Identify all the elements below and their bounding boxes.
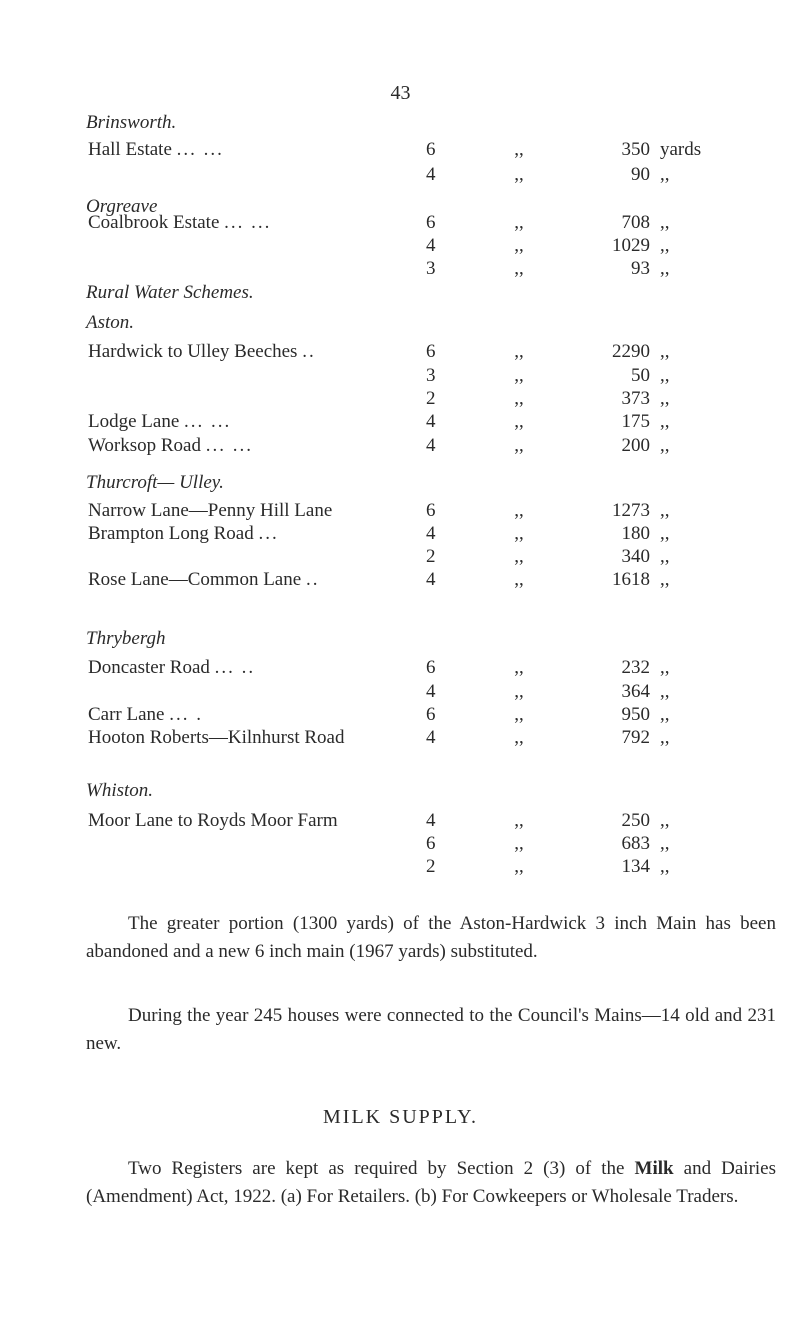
- length-value: 2290: [612, 341, 650, 362]
- table-row: [0, 657, 801, 681]
- table-row: [0, 546, 801, 570]
- length-value: 180: [621, 523, 650, 544]
- ditto-mark: ,,: [514, 569, 524, 590]
- length-value: 200: [621, 435, 650, 456]
- unit-label: ,,: [660, 258, 670, 279]
- unit-label: ,,: [660, 810, 670, 831]
- main-size: 6: [426, 500, 436, 521]
- main-size: 4: [426, 569, 436, 590]
- main-size: 2: [426, 388, 436, 409]
- ditto-mark: ,,: [514, 235, 524, 256]
- section-thurcroft-ulley: Thurcroft— Ulley.: [86, 472, 224, 493]
- table-row: [0, 235, 801, 259]
- unit-label: ,,: [660, 546, 670, 567]
- main-size: 4: [426, 523, 436, 544]
- ditto-mark: ,,: [514, 500, 524, 521]
- ditto-mark: ,,: [514, 164, 524, 185]
- unit-label: ,,: [660, 212, 670, 233]
- ditto-mark: ,,: [514, 258, 524, 279]
- table-row: [0, 500, 801, 524]
- table-row: [0, 523, 801, 547]
- table-row: [0, 212, 801, 236]
- table-row: [0, 341, 801, 365]
- unit-label: ,,: [660, 523, 670, 544]
- ditto-mark: ,,: [514, 411, 524, 432]
- unit-label: ,,: [660, 727, 670, 748]
- length-value: 364: [621, 681, 650, 702]
- page-number: 43: [390, 82, 411, 104]
- unit-label: yards: [660, 139, 702, 160]
- location-label: Coalbrook Estate ... ...: [88, 212, 272, 233]
- main-size: 4: [426, 727, 436, 748]
- ditto-mark: ,,: [514, 727, 524, 748]
- main-size: 6: [426, 212, 436, 233]
- table-row: [0, 435, 801, 459]
- length-value: 175: [621, 411, 650, 432]
- ditto-mark: ,,: [514, 388, 524, 409]
- table-row: [0, 681, 801, 705]
- table-row: [0, 833, 801, 857]
- main-size: 6: [426, 657, 436, 678]
- table-row: [0, 258, 801, 282]
- length-value: 50: [631, 365, 650, 386]
- unit-label: ,,: [660, 569, 670, 590]
- section-aston: Aston.: [86, 312, 135, 333]
- length-value: 350: [621, 139, 650, 160]
- length-value: 373: [621, 388, 650, 409]
- main-size: 4: [426, 681, 436, 702]
- length-value: 250: [621, 810, 650, 831]
- length-value: 683: [621, 833, 650, 854]
- location-label: Hardwick to Ulley Beeches ..: [88, 341, 316, 362]
- unit-label: ,,: [660, 341, 670, 362]
- location-label: Brampton Long Road ...: [88, 523, 279, 544]
- table-row: [0, 727, 801, 751]
- main-size: 6: [426, 833, 436, 854]
- main-size: 3: [426, 258, 436, 279]
- table-row: [0, 569, 801, 593]
- location-label: Moor Lane to Royds Moor Farm: [88, 810, 338, 831]
- main-size: 4: [426, 810, 436, 831]
- unit-label: ,,: [660, 388, 670, 409]
- section-orgreave: Orgreave: [86, 196, 158, 217]
- main-size: 3: [426, 365, 436, 386]
- main-size: 4: [426, 235, 436, 256]
- ditto-mark: ,,: [514, 681, 524, 702]
- unit-label: ,,: [660, 365, 670, 386]
- paragraph-milk-registers: Two Registers are kept as required by Section 2 (3) of the Milk and Dairies (Amendment) Act, 1922. (a) For Retailers. (b) For Cowkeepers or Wholesale Traders.: [86, 1158, 777, 1207]
- table-row: [0, 388, 801, 412]
- ditto-mark: ,,: [514, 435, 524, 456]
- ditto-mark: ,,: [514, 704, 524, 725]
- unit-label: ,,: [660, 164, 670, 185]
- table-row: [0, 164, 801, 188]
- ditto-mark: ,,: [514, 546, 524, 567]
- main-size: 6: [426, 341, 436, 362]
- length-value: 792: [621, 727, 650, 748]
- unit-label: ,,: [660, 856, 670, 877]
- ditto-mark: ,,: [514, 341, 524, 362]
- main-size: 2: [426, 856, 436, 877]
- table-row: [0, 139, 801, 163]
- ditto-mark: ,,: [514, 833, 524, 854]
- location-label: Rose Lane—Common Lane ..: [88, 569, 320, 590]
- unit-label: ,,: [660, 235, 670, 256]
- location-label: Hooton Roberts—Kilnhurst Road: [88, 727, 345, 748]
- main-size: 6: [426, 139, 436, 160]
- section-brinsworth: Brinsworth.: [86, 112, 177, 133]
- paragraph-houses-connected: During the year 245 houses were connected to the Council's Mains—14 old and 231 new.: [86, 1005, 776, 1054]
- length-value: 340: [621, 546, 650, 567]
- milk-supply-heading: MILK SUPPLY.: [323, 1106, 478, 1128]
- section-whiston: Whiston.: [86, 780, 154, 801]
- location-label: Lodge Lane ... ...: [88, 411, 232, 432]
- ditto-mark: ,,: [514, 657, 524, 678]
- unit-label: ,,: [660, 435, 670, 456]
- section-thrybergh: Thrybergh: [86, 628, 166, 649]
- length-value: 232: [621, 657, 650, 678]
- length-value: 1273: [612, 500, 650, 521]
- unit-label: ,,: [660, 411, 670, 432]
- unit-label: ,,: [660, 500, 670, 521]
- table-row: [0, 365, 801, 389]
- ditto-mark: ,,: [514, 365, 524, 386]
- main-size: 6: [426, 704, 436, 725]
- length-value: 90: [631, 164, 650, 185]
- length-value: 708: [621, 212, 650, 233]
- location-label: Carr Lane ... .: [88, 704, 203, 725]
- length-value: 134: [621, 856, 650, 877]
- main-size: 4: [426, 435, 436, 456]
- unit-label: ,,: [660, 681, 670, 702]
- location-label: Hall Estate ... ...: [88, 139, 224, 160]
- main-size: 4: [426, 411, 436, 432]
- main-size: 2: [426, 546, 436, 567]
- location-label: Doncaster Road ... ..: [88, 657, 256, 678]
- unit-label: ,,: [660, 704, 670, 725]
- length-value: 93: [631, 258, 650, 279]
- table-row: [0, 856, 801, 880]
- table-row: [0, 810, 801, 834]
- ditto-mark: ,,: [514, 139, 524, 160]
- paragraph-abandoned-main: The greater portion (1300 yards) of the Aston-Hardwick 3 inch Main has been abandoned and a new 6 inch main (1967 yards) substituted.: [86, 913, 776, 962]
- length-value: 1618: [612, 569, 650, 590]
- main-size: 4: [426, 164, 436, 185]
- unit-label: ,,: [660, 833, 670, 854]
- ditto-mark: ,,: [514, 810, 524, 831]
- location-label: Worksop Road ... ...: [88, 435, 253, 456]
- ditto-mark: ,,: [514, 856, 524, 877]
- length-value: 950: [621, 704, 650, 725]
- length-value: 1029: [612, 235, 650, 256]
- table-row: [0, 411, 801, 435]
- ditto-mark: ,,: [514, 212, 524, 233]
- ditto-mark: ,,: [514, 523, 524, 544]
- table-row: [0, 704, 801, 728]
- unit-label: ,,: [660, 657, 670, 678]
- section-rural-water-schemes: Rural Water Schemes.: [86, 282, 254, 303]
- location-label: Narrow Lane—Penny Hill Lane: [88, 500, 333, 521]
